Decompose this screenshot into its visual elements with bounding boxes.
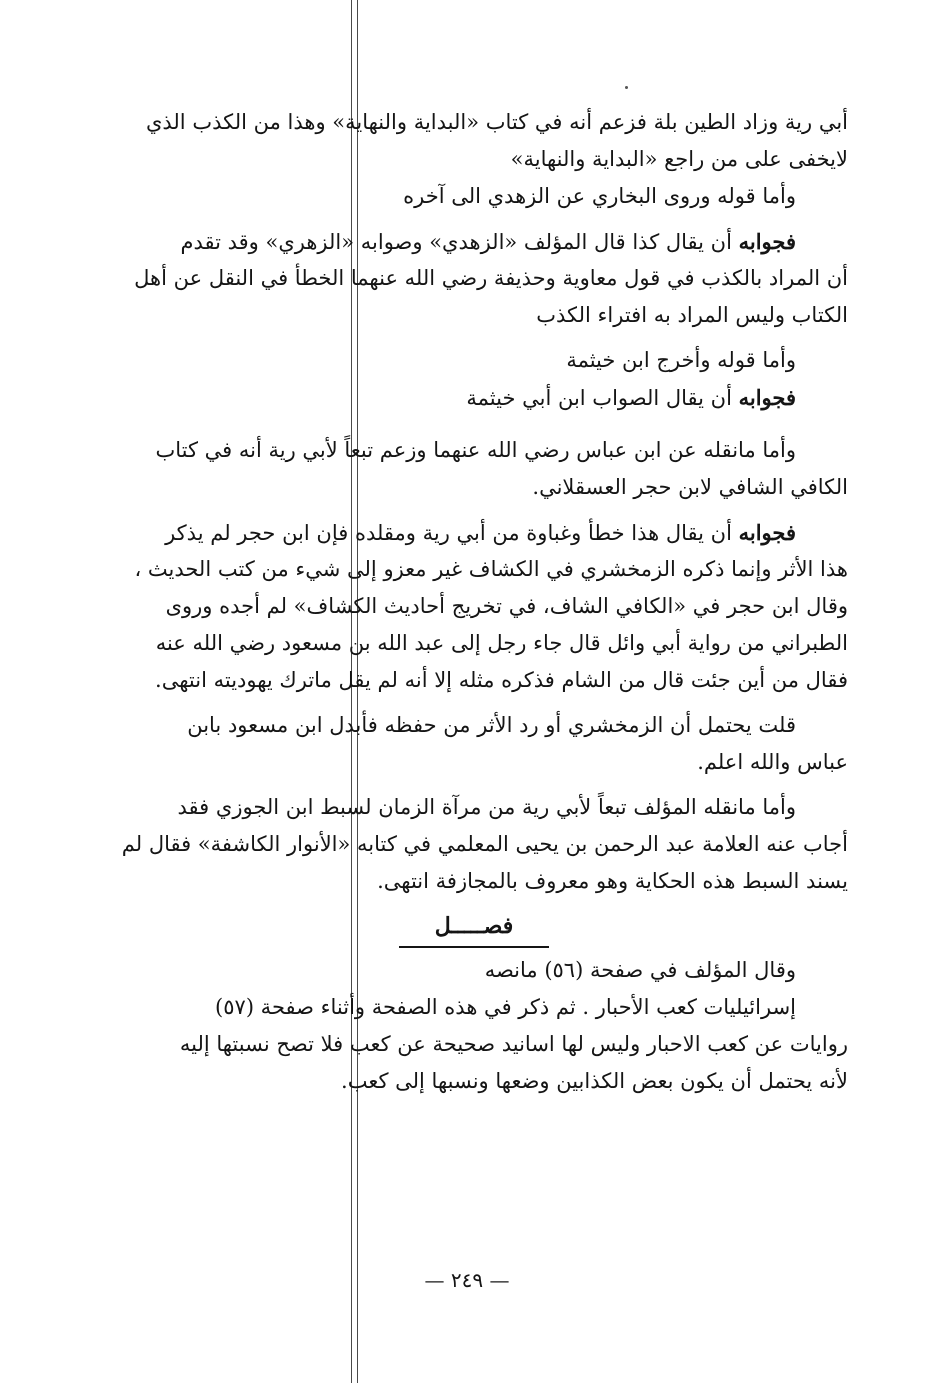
text-line: أبي رية وزاد الطين بلة فزعم أنه في كتاب «البداية والنهاية» وهذا من الكذب الذي xyxy=(145,110,848,134)
page-number: — ٢٤٩ — xyxy=(424,1268,510,1292)
text-line: وأما قوله وروى البخاري عن الزهدي الى آخره xyxy=(403,184,796,208)
answer-lead: فجوابه xyxy=(738,385,796,410)
text-line: وأما مانقله عن ابن عباس رضي الله عنهما وزعم تبعاً لأبي رية أنه في كتاب xyxy=(155,438,796,462)
text-line: وأما قوله وأخرج ابن خيثمة xyxy=(566,348,796,372)
text-line: الكتاب وليس المراد به افتراء الكذب xyxy=(536,303,848,327)
text-line xyxy=(100,379,848,416)
text-line: الكافي الشافي لابن حجر العسقلاني. xyxy=(532,475,848,499)
text-line: قلت يحتمل أن الزمخشري أو رد الأثر من حفظه فأبدل ابن مسعود بابن xyxy=(187,713,796,737)
text-line: وأما مانقله المؤلف تبعاً لأبي رية من مرآة الزمان لسبط ابن الجوزي فقد xyxy=(177,795,796,819)
text-line: وقال ابن حجر في «الكافي الشاف، في تخريج أحاديث الكشاف» لم أجده وروى xyxy=(165,594,848,618)
text-line: أجاب عنه العلامة عبد الرحمن بن يحيى المعلمي في كتابه «الأنوار الكاشفة» فقال لم xyxy=(121,832,848,856)
document-page xyxy=(100,104,848,1100)
text-span: أن يقال كذا قال المؤلف «الزهدي» وصوابه «الزهري» وقد تقدم xyxy=(180,230,739,254)
text-line xyxy=(100,223,848,260)
scan-speck xyxy=(625,86,628,89)
text-line: إسرائيليات كعب الأحبار . ثم ذكر في هذه الصفحة وأثناء صفحة (٥٧) xyxy=(215,995,796,1019)
answer-lead: فجوابه xyxy=(738,520,796,545)
text-line: لأنه يحتمل أن يكون بعض الكذابين وضعها ونسبها إلى كعب. xyxy=(341,1069,848,1093)
text-span: أن يقال الصواب ابن أبي خيثمة xyxy=(466,386,739,410)
answer-lead: فجوابه xyxy=(738,229,796,254)
text-line: وقال المؤلف في صفحة (٥٦) مانصه xyxy=(484,958,796,982)
text-line xyxy=(100,514,848,551)
text-line: الطبراني من رواية أبي وائل قال جاء رجل إلى عبد الله بن مسعود رضي الله عنه xyxy=(155,631,848,655)
text-line: يسند السبط هذه الحكاية وهو معروف بالمجازفة انتهى. xyxy=(377,869,848,893)
text-line: هذا الأثر وإنما ذكره الزمخشري في الكشاف غير معزو إلى شيء من كتب الحديث ، xyxy=(134,557,848,581)
text-line: روايات عن كعب الاحبار وليس لها اسانيد صحيحة عن كعب فلا تصح نسبتها إليه xyxy=(179,1032,848,1056)
text-line: عباس والله اعلم. xyxy=(697,750,848,774)
section-heading: فصـــــل xyxy=(100,908,848,952)
text-span: أن يقال هذا خطأ وغباوة من أبي رية ومقلده فإن ابن حجر لم يذكر xyxy=(165,521,739,545)
text-line: أن المراد بالكذب في قول معاوية وحذيفة رضي الله عنهما الخطأ في النقل عن أهل xyxy=(134,266,848,290)
text-line: لايخفى على من راجع «البداية والنهاية» xyxy=(510,147,848,171)
text-line: فقال من أين جئت قال من الشام فذكره مثله إلا أنه لم يقل ماترك يهوديته انتهى. xyxy=(155,668,848,692)
